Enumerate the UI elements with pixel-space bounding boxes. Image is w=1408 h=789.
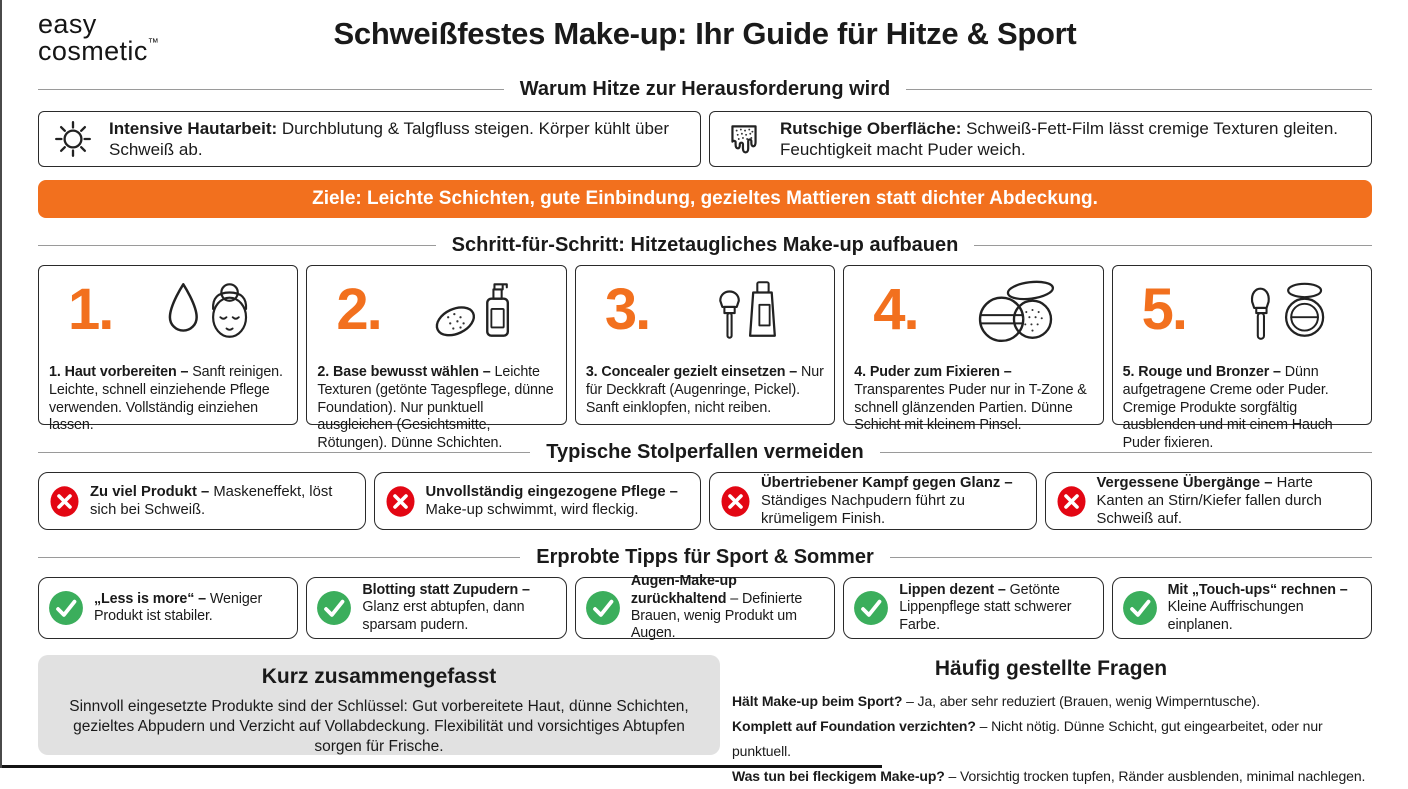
- faq-item-2: [732, 714, 1370, 764]
- pitfall-bold: Zu viel Produkt –: [90, 483, 210, 500]
- tip-text: [631, 573, 825, 643]
- section-heading-label: Schritt-für-Schritt: Hitzetaugliches Make-up aufbauen: [451, 234, 959, 256]
- pitfall-body: Harte Kanten an Stirn/Kiefer fallen durch Schweiß auf.: [1096, 474, 1322, 528]
- step-bold: 5. Rouge und Bronzer –: [1122, 364, 1281, 381]
- step-text: [586, 364, 824, 417]
- pitfall-bold: Übertriebener Kampf gegen Glanz –: [761, 474, 1013, 491]
- challenge-row: [38, 111, 1372, 167]
- pitfall-text: [761, 474, 1026, 528]
- melting-texture-icon: [722, 118, 766, 160]
- pitfall-body: Ständiges Nachpudern führt zu krümeligem Finish.: [761, 492, 965, 528]
- tip-body: – Definierte Brauen, wenig Produkt um Augen.: [630, 590, 803, 642]
- section-heading-label: Erprobte Tipps für Sport & Sommer: [536, 546, 874, 568]
- pitfall-box-2: [374, 472, 702, 530]
- faq-answer: – Vorsichtig trocken tupfen, Ränder ausblenden, minimal nachlegen.: [944, 767, 1366, 784]
- goal-banner: Ziele: Leichte Schichten, gute Einbindung, gezieltes Mattieren statt dichter Abdeckung.: [38, 180, 1372, 218]
- faq-question: Hält Make-up beim Sport?: [732, 693, 903, 709]
- tip-bold: Blotting statt Zupudern –: [362, 581, 530, 598]
- pitfall-body: Maskeneffekt, löst sich bei Schweiß.: [90, 483, 333, 518]
- brand-logo: [38, 9, 159, 66]
- error-x-icon: [49, 485, 80, 518]
- check-icon: [48, 590, 84, 626]
- pitfall-body: Make-up schwimmt, wird fleckig.: [425, 502, 639, 518]
- trademark-symbol: ™: [147, 36, 159, 49]
- tip-body: Weniger Produkt ist stabiler.: [94, 590, 263, 624]
- challenge-box-surface: [709, 111, 1372, 167]
- challenge-text: [780, 118, 1359, 161]
- header: [38, 0, 1372, 64]
- section-heading-steps: [38, 234, 1372, 257]
- summary-box: [38, 655, 720, 755]
- step-text: [854, 364, 1092, 435]
- challenge-body: Schweiß-Fett-Film lässt cremige Texturen gleiten. Feuchtigkeit macht Puder weich.: [780, 118, 1339, 159]
- tip-bold: Augen-Make-up zurückhaltend: [630, 573, 737, 607]
- step-card-top: [317, 270, 555, 350]
- pitfall-text: [426, 483, 691, 519]
- step-card-1: [38, 265, 298, 434]
- challenge-body: Durchblutung & Talgfluss steigen. Körper kühlt über Schweiß ab.: [109, 118, 670, 159]
- step-card-4: [843, 265, 1103, 434]
- step-number: 1.: [68, 277, 113, 342]
- step-card-3: [575, 265, 835, 425]
- powder-compact-icon: [956, 274, 1074, 346]
- pitfall-bold: Vergessene Übergänge –: [1096, 474, 1273, 491]
- step-number: 3.: [604, 277, 650, 342]
- divider-line: [906, 89, 1372, 90]
- tip-bold: Lippen dezent –: [899, 581, 1006, 598]
- sun-icon: [51, 118, 95, 160]
- tip-box-4: [843, 577, 1103, 639]
- step-card-top: [854, 270, 1092, 350]
- step-text: [317, 364, 555, 453]
- faq-answer: – Ja, aber sehr reduziert (Brauen, wenig Wimperntusche).: [902, 693, 1260, 709]
- pitfall-text: [90, 483, 355, 519]
- error-x-icon: [385, 485, 416, 518]
- section-heading-challenges: [38, 78, 1372, 101]
- divider-line: [38, 245, 436, 246]
- faq-question: Was tun bei fleckigem Make-up?: [732, 767, 945, 784]
- error-x-icon: [1056, 485, 1087, 518]
- tip-text: [362, 582, 556, 634]
- pitfall-box-1: [38, 472, 366, 530]
- tip-body: Glanz erst abtupfen, dann sparsam pudern.: [362, 599, 525, 633]
- check-icon: [585, 590, 621, 626]
- challenge-text: [109, 118, 688, 161]
- check-icon: [1122, 590, 1158, 626]
- divider-line: [38, 452, 530, 453]
- brand-line2-text: cosmetic: [38, 35, 148, 66]
- brand-line2: [38, 35, 159, 66]
- step-body: Leichte Texturen (getönte Tagespflege, dünne Foundation). Nur punktuell ausgleichen (Gesichtsmitte, Rötungen). Dünne Schichten.: [317, 364, 554, 452]
- tip-text: [94, 591, 288, 626]
- step-bold: 2. Base bewusst wählen –: [317, 364, 491, 381]
- faq-answer: – Nicht nötig. Dünne Schicht, gut eingearbeitet, oder nur punktuell.: [732, 717, 1323, 759]
- divider-line: [38, 557, 520, 558]
- faq-heading: Häufig gestellte Fragen: [934, 657, 1168, 680]
- pitfall-box-4: [1045, 472, 1373, 530]
- challenge-box-skin: [38, 111, 701, 167]
- challenge-bold: Intensive Hautarbeit:: [109, 118, 278, 138]
- step-bold: 3. Concealer gezielt einsetzen –: [585, 364, 798, 381]
- step-card-top: [586, 270, 824, 350]
- bottom-section: [38, 655, 1372, 789]
- step-card-5: [1112, 265, 1372, 452]
- tips-row: [38, 573, 1372, 642]
- step-body: Sanft reinigen. Leichte, schnell einziehende Pflege verwenden. Vollständig einziehen lassen.: [49, 364, 283, 434]
- step-bold: 1. Haut vorbereiten –: [49, 364, 189, 381]
- tip-body: Getönte Lippenpflege statt schwerer Farbe.: [899, 581, 1072, 633]
- skincare-face-icon: [150, 274, 268, 346]
- error-x-icon: [720, 485, 751, 518]
- tip-box-2: [306, 577, 566, 639]
- sponge-foundation-icon: [419, 274, 537, 346]
- step-body: Nur für Deckkraft (Augenringe, Pickel). Sanft einklopfen, nicht reiben.: [585, 364, 824, 416]
- section-heading-label: Typische Stolperfallen vermeiden: [546, 441, 864, 463]
- faq-section: [730, 655, 1372, 789]
- step-card-2: [306, 265, 566, 452]
- step-number: 5.: [1141, 277, 1186, 342]
- tip-text: [899, 582, 1093, 634]
- tip-body: Kleine Auffrischungen einplanen.: [1167, 599, 1304, 633]
- brand-line1: easy: [38, 9, 97, 39]
- tip-box-5: [1112, 577, 1372, 639]
- challenge-bold: Rutschige Oberfläche:: [780, 118, 962, 138]
- tip-box-3: [575, 573, 835, 642]
- blush-brush-compact-icon: [1224, 274, 1342, 346]
- step-text: [1123, 364, 1361, 453]
- tip-text: [1168, 582, 1362, 634]
- tip-bold: „Less is more“ –: [94, 590, 207, 607]
- summary-heading: Kurz zusammengefasst: [261, 665, 497, 688]
- concealer-brush-icon: [687, 274, 805, 346]
- tip-bold: Mit „Touch-ups“ rechnen –: [1167, 581, 1348, 598]
- tip-box-1: [38, 577, 298, 639]
- pitfall-text: [1097, 474, 1362, 528]
- summary-text: Sinnvoll eingesetzte Produkte sind der Schlüssel: Gut vorbereitete Haut, dünne Schichten, gezieltes Abpudern und Verzicht auf Vollabdeckung. Flexibilität und vorsichtiges Abtupfen sorgen für Frische.: [69, 698, 689, 756]
- pitfalls-row: [38, 472, 1372, 530]
- step-card-top: [1123, 270, 1361, 350]
- divider-line: [38, 89, 504, 90]
- divider-line: [974, 245, 1372, 246]
- step-body: Transparentes Puder nur in T-Zone & schnell glänzenden Partien. Dünne Schicht mit kleinem Pinsel.: [854, 382, 1087, 434]
- section-heading-tips: [38, 546, 1372, 569]
- page-title: Schweißfestes Make-up: Ihr Guide für Hitze & Sport: [333, 16, 1077, 51]
- step-number: 4.: [873, 277, 918, 342]
- step-card-top: [49, 270, 287, 350]
- step-body: Dünn aufgetragene Creme oder Puder. Cremige Produkte sorgfältig ausblenden und mit einem Hauch Puder fixieren.: [1122, 364, 1333, 452]
- faq-item-1: [732, 689, 1370, 714]
- check-icon: [316, 590, 352, 626]
- section-heading-label: Warum Hitze zur Herausforderung wird: [519, 78, 891, 100]
- step-text: [49, 364, 287, 435]
- faq-question: Komplett auf Foundation verzichten?: [732, 717, 976, 734]
- check-icon: [853, 590, 889, 626]
- divider-line: [890, 557, 1372, 558]
- step-bold: 4. Puder zum Fixieren –: [854, 364, 1012, 381]
- divider-line: [880, 452, 1372, 453]
- pitfall-bold: Unvollständig eingezogene Pflege –: [425, 483, 678, 500]
- step-number: 2.: [336, 277, 381, 342]
- pitfall-box-3: [709, 472, 1037, 530]
